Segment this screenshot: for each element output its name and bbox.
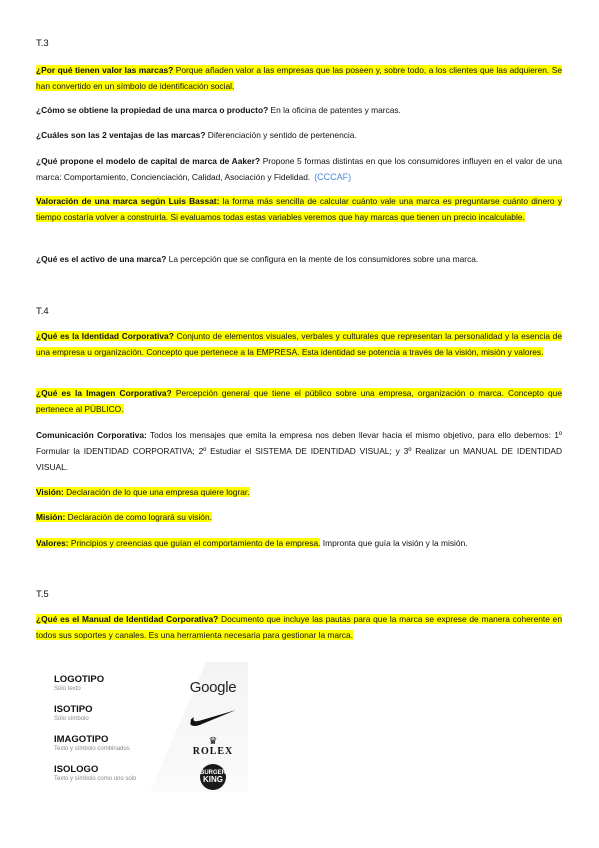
logo-type-label: ISOLOGO bbox=[54, 764, 99, 775]
t4-paragraph-3 bbox=[36, 427, 562, 475]
t4-paragraph-6 bbox=[36, 535, 562, 551]
t4-paragraph-5 bbox=[36, 509, 562, 525]
logo-type-label: LOGOTIPO bbox=[54, 674, 105, 685]
t3-paragraph-1 bbox=[36, 62, 562, 94]
t3-paragraph-4 bbox=[36, 153, 562, 185]
t3-paragraph-3 bbox=[36, 127, 562, 143]
section-heading-t5: T.5 bbox=[36, 589, 49, 600]
google-wordmark: Google bbox=[189, 678, 237, 696]
t3-answer-5: la forma más sencilla de calcular cuánto vale una marca es preguntarse cuánto dinero y tiempo costaría volver a construirla. Si evaluamos todas estas variables veremos que hay marcas que tienen un precio incalculable. bbox=[36, 196, 563, 222]
t3-question-2: ¿Cómo se obtiene la propiedad de una marca o producto? bbox=[36, 105, 269, 115]
t3-answer-6: La percepción que se configura en la mente de los consumidores sobre una marca. bbox=[166, 254, 479, 264]
mission-text: Declaración de como logrará su visión. bbox=[65, 512, 212, 522]
logo-row-imagotipo bbox=[48, 732, 248, 762]
logo-type-label: IMAGOTIPO bbox=[54, 734, 109, 745]
t3-question-6: ¿Qué es el activo de una marca? bbox=[36, 254, 167, 264]
t4-paragraph-4 bbox=[36, 484, 562, 500]
rolex-crown-icon: ♛ ROLEX bbox=[192, 736, 234, 757]
t3-paragraph-2 bbox=[36, 102, 562, 118]
logo-types-figure bbox=[48, 662, 248, 792]
values-label: Valores: bbox=[36, 538, 69, 548]
t4-answer-2: Percepción general que tiene el público sobre una empresa, organización o marca. Concepto que pertenece al PÚBLICO. bbox=[36, 388, 562, 414]
values-extra-text: Impronta que guía la visión y la misión. bbox=[320, 538, 468, 548]
t5-paragraph-1 bbox=[36, 611, 562, 643]
t4-answer-3: Todos los mensajes que emita la empresa nos deben llevar hacia el mismo objetivo, para ello debemos: 1º Formular la IDENTIDAD CORPORATIVA; 2º Estudiar el SISTEMA DE IDENTIDAD VISUAL; y 3º Realizar un MANUAL DE IDENTIDAD VISUAL. bbox=[36, 430, 562, 472]
vision-label: Visión: bbox=[36, 487, 64, 497]
logo-row-isotipo bbox=[48, 702, 248, 732]
t3-question-4: ¿Qué propone el modelo de capital de marca de Aaker? bbox=[36, 156, 261, 166]
t3-answer-2: En la oficina de patentes y marcas. bbox=[268, 105, 401, 115]
vision-text: Declaración de lo que una empresa quiere lograr. bbox=[63, 487, 250, 497]
section-heading-t4: T.4 bbox=[36, 306, 49, 317]
logo-type-description: Sólo texto bbox=[54, 686, 81, 692]
logo-row-isologo bbox=[48, 762, 248, 792]
t4-question-1: ¿Qué es la Identidad Corporativa? bbox=[36, 331, 174, 341]
t3-answer-1: Porque añaden valor a las empresas que las poseen y, sobre todo, a los clientes que las adquieren. Se han convertido en un símbolo de identificación social. bbox=[36, 65, 562, 91]
t3-paragraph-6 bbox=[36, 251, 562, 267]
t4-question-3: Comunicación Corporativa: bbox=[36, 430, 147, 440]
t4-paragraph-1 bbox=[36, 328, 562, 360]
values-text: Principios y creencias que guían el comportamiento de la empresa. bbox=[68, 538, 321, 548]
logo-type-description: Sólo símbolo bbox=[54, 716, 89, 722]
t3-question-1: ¿Por qué tienen valor las marcas? bbox=[36, 65, 174, 75]
logo-row-logotipo bbox=[48, 672, 248, 702]
burger-king-logo: BURGER KING bbox=[178, 762, 248, 792]
t3-answer-4: Propone 5 formas distintas en que los consumidores influyen en el valor de una marca: Comportamiento, Concienciación, Calidad, Asociación y Fidelidad. bbox=[36, 156, 562, 182]
t3-paragraph-5 bbox=[36, 193, 562, 225]
t5-question-1: ¿Qué es el Manual de Identidad Corporativa? bbox=[36, 614, 219, 624]
logo-type-description: Texto y símbolo como uno solo bbox=[54, 776, 137, 782]
mission-label: Misión: bbox=[36, 512, 66, 522]
t5-answer-1: Documento que incluye las pautas para que la marca se exprese de manera coherente en todos sus soportes y canales. Es una herramienta necesaria para gestionar la marca. bbox=[36, 614, 562, 640]
t3-question-3: ¿Cuáles son las 2 ventajas de las marcas? bbox=[36, 130, 206, 140]
t4-paragraph-2 bbox=[36, 385, 562, 417]
logo-type-label: ISOTIPO bbox=[54, 704, 93, 715]
t3-answer-3: Diferenciación y sentido de pertenencia. bbox=[205, 130, 357, 140]
nike-swoosh-icon bbox=[178, 702, 248, 732]
t4-question-2: ¿Qué es la Imagen Corporativa? bbox=[36, 388, 172, 398]
section-heading-t3: T.3 bbox=[36, 38, 49, 49]
cccaf-annotation: (CCCAF) bbox=[314, 172, 352, 182]
t3-question-5: Valoración de una marca según Luis Bassat: bbox=[36, 196, 220, 206]
logo-type-description: Texto y símbolo combinados bbox=[54, 746, 130, 752]
t4-answer-1: Conjunto de elementos visuales, verbales y culturales que representan la personalidad y la esencia de una empresa u organización. Concepto que pertenece a la EMPRESA. Esta identidad se potencia a través de la visión, misión y valores. bbox=[36, 331, 562, 357]
